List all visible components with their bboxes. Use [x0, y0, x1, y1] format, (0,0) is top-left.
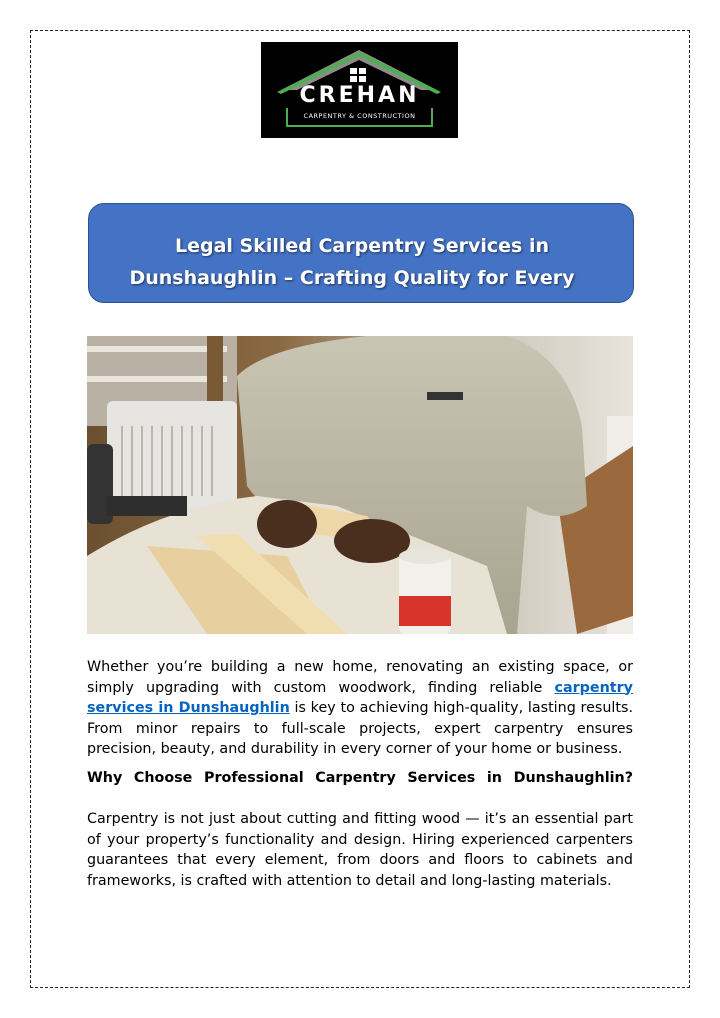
- logo-tagline: CARPENTRY & CONSTRUCTION: [303, 112, 416, 120]
- carpenter-photo: [87, 336, 633, 634]
- logo-wordmark: CREHAN: [299, 83, 420, 108]
- title-banner: [88, 203, 634, 303]
- intro-text-before: Whether you’re building a new home, renovating an existing space, or simply upgrading with custom woodwork, finding reliable: [87, 659, 633, 696]
- title-line-1: Legal Skilled Carpentry Services in: [174, 235, 550, 257]
- section-heading: Why Choose Professional Carpentry Services in Dunshaughlin?: [87, 770, 633, 786]
- intro-paragraph: [87, 657, 633, 760]
- section-paragraph: Carpentry is not just about cutting and fitting wood — it’s an essential part of your property’s functionality and design. Hiring experienced carpenters guarantees that every element, from doors and floors to cabinets and frameworks, is crafted with attention to detail and long-lasting materials.: [87, 811, 633, 889]
- carpentry-services-link[interactable]: carpentry services in Dunshaughlin: [87, 679, 633, 716]
- page-title: [89, 230, 635, 294]
- intro-text-after: is key to achieving high-quality, lasting results. From minor repairs to full-scale projects, expert carpentry ensures precision, beauty, and durability in every corner of your home or business.: [87, 700, 633, 757]
- crehan-logo: [261, 42, 458, 138]
- title-line-2: Dunshaughlin – Crafting Quality for Every: [129, 267, 575, 289]
- carpenter-photo-image: [87, 336, 633, 634]
